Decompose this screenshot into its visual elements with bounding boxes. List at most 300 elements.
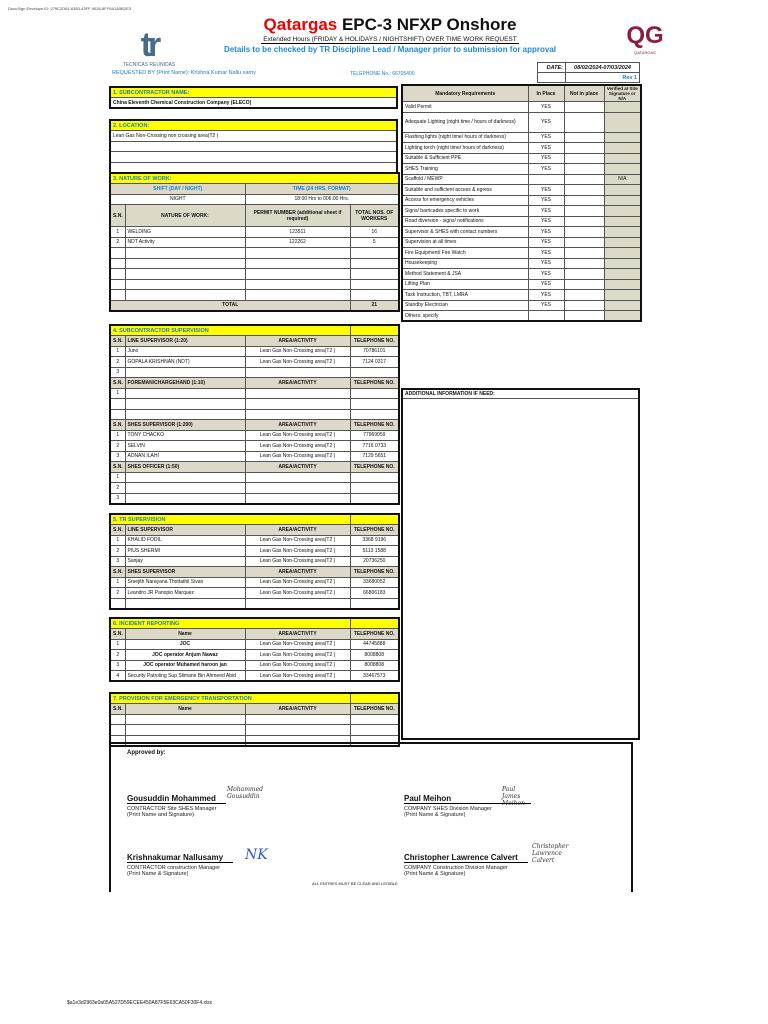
tecnicas-reunidas-logo: tr TECNICAS REUNIDAS [122,26,176,68]
cell-sn: 3 [110,493,125,504]
cell-blank [350,269,399,280]
header-cell: Name [125,629,245,640]
cell-area: Lean Gas Non-Crossing area(T2 ) [245,660,350,671]
personnel-table [109,692,400,747]
cell-sn: 2 [110,237,125,248]
verified-value [604,248,641,259]
group-header [110,420,399,431]
cell-area: Lean Gas Non-Crossing area(T2 ) [245,588,350,599]
cell-phone: 77969059 [350,430,399,441]
person-row [110,409,399,420]
requirement-row [402,143,641,154]
requirement-label: Adequate Lighting (night time / hours of darkness) [402,112,528,132]
cell-phone [350,598,399,609]
cell-sn: 3 [110,451,125,462]
cell-phone [350,388,399,399]
verified-value [604,237,641,248]
cell-area [245,367,350,378]
work-row-blank [110,279,399,290]
in-place-value: YES [528,185,564,196]
page-title: Qatargas EPC-3 NFXP Onshore [263,15,517,34]
person-row [110,357,399,368]
cell-area: Lean Gas Non-Crossing area(T2 ) [245,556,350,567]
section-subcontractor [109,86,398,109]
person-row [110,535,399,546]
cell-phone [350,399,399,410]
cell-area [245,388,350,399]
cell-area [245,598,350,609]
header-cell: S.N. [110,462,125,473]
not-in-place-value [564,227,604,238]
cell-sn: 1 [110,388,125,399]
cell-blank [245,258,350,269]
person-row [110,546,399,557]
cell-name: SELVIN [125,441,245,452]
requirement-label: Flashing lights (night time/ hours of darkness) [402,132,528,143]
not-in-place-value [564,195,604,206]
col-permit: PERMIT NUMBER (additional sheet if required) [245,205,350,227]
cell-blank [245,279,350,290]
person-row [110,399,399,410]
person-row [110,639,399,650]
in-place-value: YES [528,102,564,113]
cell-area: Lean Gas Non-Crossing area(T2 ) [245,639,350,650]
cell-workers: 16 [350,227,399,238]
cell-sn: 1 [110,535,125,546]
not-in-place-value [564,279,604,290]
section-location [109,119,398,174]
qatargas-logo: QG QATARGAS [626,22,664,55]
requirement-label: Method Statement & JSA [402,269,528,280]
cell-area: Lean Gas Non-Crossing area(T2 ) [245,441,350,452]
cell-blank [110,258,125,269]
person-row [110,671,399,682]
header-cell: TELEPHONE NO. [350,629,399,640]
header-cell: AREA/ACTIVITY [245,525,350,536]
person-row [110,483,399,494]
not-in-place-value [564,269,604,280]
header-cell: SHES OFFICER (1:50) [125,462,245,473]
personnel-table [109,617,400,682]
in-place-value: YES [528,227,564,238]
person-row [110,441,399,452]
verified-value [604,164,641,175]
cell-sn: 1 [110,577,125,588]
cell-blank [110,248,125,259]
cell-phone [350,367,399,378]
header-cell: Name [125,704,245,715]
cell-sn: 2 [110,588,125,599]
cell-phone: 20736250 [350,556,399,567]
work-row [110,237,399,248]
header-cell: S.N. [110,629,125,640]
signature-1: Mohammed Gousuddin [227,786,263,800]
cell-area [245,725,350,736]
not-in-place-value [564,258,604,269]
not-in-place-value [564,248,604,259]
requirement-row [402,290,641,301]
header-cell: LINE SUPERVISOR [125,525,245,536]
requirement-label: Access for emergency vehicles [402,195,528,206]
cell-name: JOC [125,639,245,650]
person-row [110,451,399,462]
cell-sn: 2 [110,546,125,557]
cell-name: JOC operator Anjum Nawaz [125,650,245,661]
in-place-value: YES [528,216,564,227]
header-cell: S.N. [110,525,125,536]
header-cell: TELEPHONE NO. [350,704,399,715]
requirement-label: Suitable & Sufficient PPE [402,153,528,164]
cell-area: Lean Gas Non-Crossing area(T2 ) [245,650,350,661]
requirement-row [402,153,641,164]
section-title: 2. LOCATION: [110,120,397,131]
work-row-blank [110,269,399,280]
requirement-row [402,279,641,290]
additional-info-label: ADDITIONAL INFORMATION IF NEED: [403,390,638,399]
cell-blank [110,290,125,301]
in-place-value: YES [528,290,564,301]
cell-area: Lean Gas Non-Crossing area(T2 ) [245,451,350,462]
cell-name [125,725,245,736]
cell-blank [350,258,399,269]
requirement-row [402,132,641,143]
group-header [110,378,399,389]
person-row [110,714,399,725]
cell-sn [110,725,125,736]
cell-phone: 33680052 [350,577,399,588]
cell-sn: 1 [110,227,125,238]
cell-name: JOC operator Muhamed haroon jan [125,660,245,671]
date-label: DATE: [538,63,566,73]
col-requirement: Mandatory Requirements [402,85,528,102]
not-in-place-value [564,164,604,175]
header-cell: TELEPHONE NO. [350,420,399,431]
cell-phone [350,409,399,420]
cell-workers: 5 [350,237,399,248]
cell-phone [350,714,399,725]
cell-sn: 3 [110,367,125,378]
cell-sn: 2 [110,483,125,494]
header-cell: S.N. [110,378,125,389]
requirement-row [402,258,641,269]
cell-sn: 2 [110,441,125,452]
header-cell: TELEPHONE NO. [350,378,399,389]
in-place-value: YES [528,269,564,280]
cell-blank [125,290,245,301]
cell-blank [245,248,350,259]
not-in-place-value [564,311,604,322]
cell-area: Lean Gas Non-Crossing area(T2 ) [245,430,350,441]
header-cell: AREA/ACTIVITY [245,704,350,715]
section-title: 5. TR SUPERVISION [110,514,350,525]
not-in-place-value [564,153,604,164]
requirement-label: Standby Electrician [402,300,528,311]
section-incident-reporting [109,617,400,682]
header-cell: LINE SUPERVISOR (1:20) [125,336,245,347]
work-row-blank [110,248,399,259]
person-row [110,725,399,736]
time-label: TIME (24 HRS. FORMAT) [245,184,399,195]
cell-phone: 66806183 [350,588,399,599]
person-row [110,650,399,661]
requested-by: REQUESTED BY (Print Name): Krishna Kumar Nallu samy [112,70,256,76]
requirement-label: Fire Equipment/ Fire Watch [402,248,528,259]
requirement-row [402,269,641,280]
cell-blank [350,248,399,259]
group-header [110,629,399,640]
person-row [110,430,399,441]
header-cell: S.N. [110,336,125,347]
section-title: 7. PROVISION FOR EMERGENCY TRANSPORTATION [110,693,350,704]
not-in-place-value [564,132,604,143]
cell-sn: 4 [110,671,125,682]
verified-value [604,112,641,132]
in-place-value: YES [528,132,564,143]
cell-name [125,598,245,609]
cell-area [245,472,350,483]
cell-sn: 3 [110,660,125,671]
cell-name: Juno [125,346,245,357]
cell-sn: 1 [110,472,125,483]
work-row-blank [110,258,399,269]
in-place-value: YES [528,112,564,132]
cell-name [125,483,245,494]
file-name: $a1e3d2963e0a05A527D59ECEE450A87F5E63CA50F30F4.xlsx [67,1000,213,1006]
personnel-table [109,513,400,610]
cell-nature: NDT Activity [125,237,245,248]
cell-name: KHALID FODIL [125,535,245,546]
requirement-row [402,216,641,227]
cell-sn: 2 [110,357,125,368]
additional-info-box[interactable] [401,388,640,740]
header-cell: AREA/ACTIVITY [245,336,350,347]
header-cell: SHES SUPERVISOR [125,567,245,578]
section-subcontractor-supervision [109,324,400,505]
cell-blank [110,269,125,280]
requirement-label: Housekeeping [402,258,528,269]
cell-name: Sanjay [125,556,245,567]
legibility-note: ALL ENTRIES MUST BE CLEAR AND LEGIBLE [312,881,398,886]
verified-value [604,258,641,269]
group-header [110,336,399,347]
header-cell: TELEPHONE NO. [350,336,399,347]
signatory-1: Gousuddin Mohammed Mohammed Gousuddin CONTRACTOR Site SHES Manager (Print Name and Signature) [127,786,263,818]
cell-name [125,472,245,483]
requirement-label: Lifting Plan [402,279,528,290]
requirement-label: Scaffold / MEWP [402,174,528,185]
cell-nature: WELDING [125,227,245,238]
header-cell: AREA/ACTIVITY [245,462,350,473]
cell-sn: 1 [110,430,125,441]
person-row [110,598,399,609]
verified-value [604,132,641,143]
in-place-value: YES [528,258,564,269]
requirement-row [402,164,641,175]
signatory-2: Paul Meihon Paul James Meihon COMPANY SHES Division Manager (Print Name & Signature) [404,788,531,818]
header-cell: AREA/ACTIVITY [245,378,350,389]
requirement-label: Task Instruction, TBT, LMRA [402,290,528,301]
cell-sn [110,714,125,725]
cell-phone: 8008808 [350,650,399,661]
section-title: 6. INCIDENT REPORTING [110,618,350,629]
person-row [110,556,399,567]
requirement-row [402,112,641,132]
cell-phone: 8008808 [350,660,399,671]
cell-area [245,483,350,494]
cell-area: Lean Gas Non-Crossing area(T2 ) [245,671,350,682]
cell-phone: 70786101 [350,346,399,357]
not-in-place-value [564,102,604,113]
cell-name: PIUS SHERMI [125,546,245,557]
not-in-place-value [564,174,604,185]
requirement-row [402,174,641,185]
requirement-row [402,102,641,113]
in-place-value [528,311,564,322]
cell-area: Lean Gas Non-Crossing area(T2 ) [245,535,350,546]
requirement-row [402,300,641,311]
requirement-row [402,227,641,238]
requirement-row [402,237,641,248]
cell-blank [125,279,245,290]
signatory-3: Krishnakumar Nallusamy NK CONTRACTOR construction Manager (Print Name & Signature) [127,847,268,877]
requirement-row [402,206,641,217]
verified-value [604,311,641,322]
work-row [110,227,399,238]
shift-value: NIGHT [110,194,245,205]
section-title: 3. NATURE OF WORK: [110,173,399,184]
cell-sn [110,409,125,420]
not-in-place-value [564,185,604,196]
total-label: TOTAL [110,300,350,311]
cell-name [125,367,245,378]
date-value: 08/02/2024-07/03/2024 [566,63,640,73]
approval-section [109,742,633,892]
subtitle: Extended Hours (FRIDAY & HOLIDAYS / NIGHTSHIFT) OVER TIME WORK REQUEST [263,36,517,43]
header-cell: AREA/ACTIVITY [245,420,350,431]
verified-value [604,269,641,280]
cell-phone: 33467573 [350,671,399,682]
not-in-place-value [564,300,604,311]
header-cell: TELEPHONE NO. [350,462,399,473]
group-header [110,567,399,578]
envelope-id: DocuSign Envelope ID: 279C2D61-6383-43FF-9026-8FF9A1A5B2E3 [8,6,131,11]
person-row [110,493,399,504]
verified-value [604,206,641,217]
header-cell: S.N. [110,567,125,578]
in-place-value: YES [528,195,564,206]
personnel-table [109,324,400,505]
shift-label: SHIFT (DAY / NIGHT) [110,184,245,195]
cell-permit: 122262 [245,237,350,248]
col-in-place: In Place [528,85,564,102]
col-nature: NATURE OF WORK: [125,205,245,227]
requirement-row [402,248,641,259]
cell-area [245,399,350,410]
not-in-place-value [564,112,604,132]
in-place-value: YES [528,206,564,217]
not-in-place-value [564,237,604,248]
cell-name [125,493,245,504]
header-cell: SHES SUPERVISOR (1:200) [125,420,245,431]
group-header [110,462,399,473]
section-title: 1. SUBCONTRACTOR NAME: [110,87,397,98]
person-row [110,388,399,399]
requirement-label: Supervision at all times [402,237,528,248]
header-cell: AREA/ACTIVITY [245,567,350,578]
cell-sn [110,399,125,410]
person-row [110,472,399,483]
cell-blank [110,279,125,290]
cell-area [245,714,350,725]
requirements-table [401,84,642,322]
cell-name: Leandro JR Panopio Marquez [125,588,245,599]
date-box [537,62,640,83]
cell-phone [350,472,399,483]
requirement-label: Others: specify [402,311,528,322]
verified-value [604,227,641,238]
cell-phone [350,725,399,736]
cell-area: Lean Gas Non-Crossing area(T2 ) [245,546,350,557]
header-cell: TELEPHONE NO. [350,525,399,536]
section-tr-supervision [109,513,400,610]
group-header [110,525,399,536]
cell-name [125,399,245,410]
cell-sn [110,598,125,609]
cell-phone: 3368 9196 [350,535,399,546]
total-workers: 21 [350,300,399,311]
in-place-value: YES [528,164,564,175]
col-verified: Verified at Site Signature or N/A [604,85,641,102]
col-workers: TOTAL NOS. OF WORKERS [350,205,399,227]
time-value: 18:00 Hrs to 006:00 Hrs. [245,194,399,205]
verified-value [604,195,641,206]
cell-blank [125,248,245,259]
col-sn: S.N. [110,205,125,227]
section-nature-of-work [109,172,400,312]
not-in-place-value [564,206,604,217]
verified-value: N/A [604,174,641,185]
header-cell: S.N. [110,704,125,715]
verified-value [604,153,641,164]
revision: Rev 1 [566,73,640,83]
not-in-place-value [564,216,604,227]
cell-sn: 2 [110,650,125,661]
cell-name: GOPALA KRISHNAN (NDT) [125,357,245,368]
cell-phone: 44745888 [350,639,399,650]
cell-name: Security Patroling Sup Slimane Bin Ahmeed Abid [125,671,245,682]
section-title-blank [350,693,399,704]
not-in-place-value [564,290,604,301]
cell-blank [125,269,245,280]
group-header [110,704,399,715]
verified-value [604,290,641,301]
in-place-value: YES [528,143,564,154]
in-place-value: YES [528,300,564,311]
requirement-row [402,185,641,196]
verified-value [604,185,641,196]
work-row-blank [110,290,399,301]
cell-phone: 7716 0733 [350,441,399,452]
header-cell: TELEPHONE NO. [350,567,399,578]
cell-name: TONY CHACKO [125,430,245,441]
verified-value [604,143,641,154]
requirement-row [402,311,641,322]
cell-blank [245,269,350,280]
location-value: Lean Gas Non-Crossing non crossing area(T2 ) [110,131,397,142]
header-cell: AREA/ACTIVITY [245,629,350,640]
verified-value [604,279,641,290]
cell-name [125,714,245,725]
